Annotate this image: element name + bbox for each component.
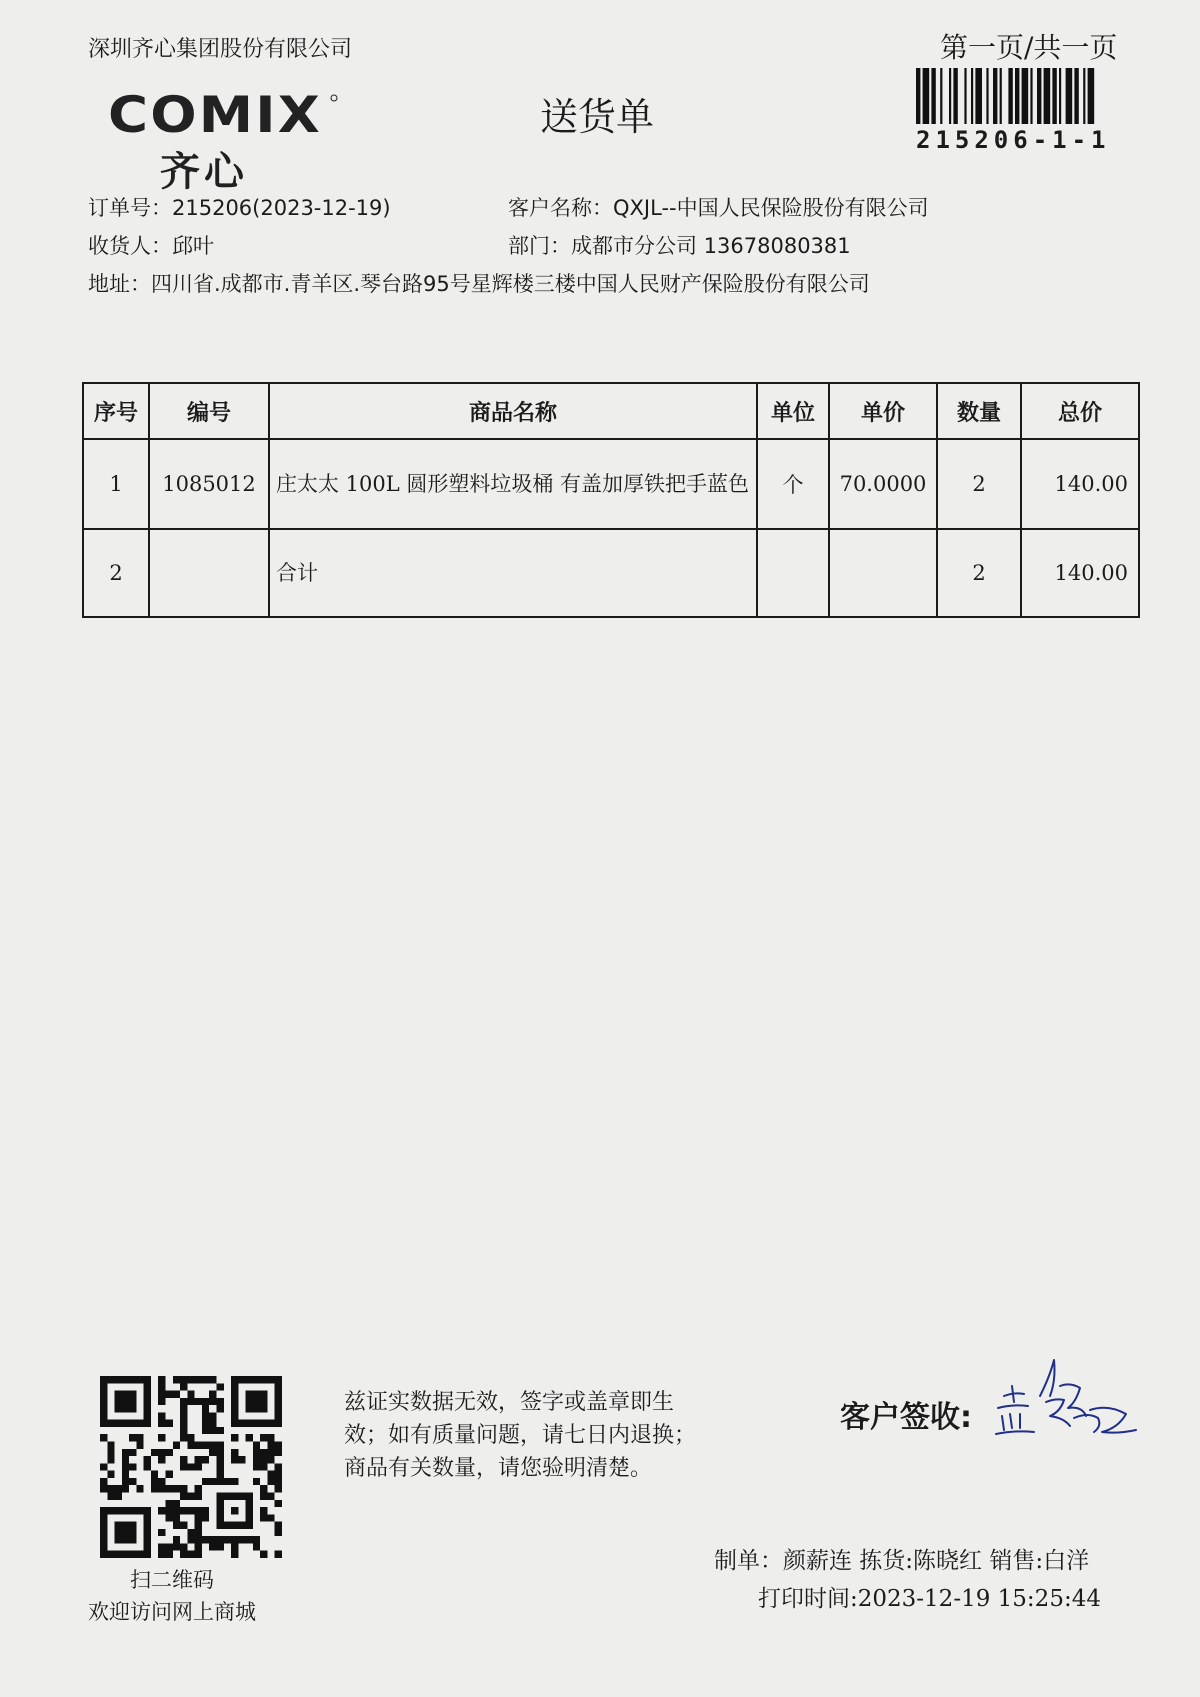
staff-info: 制单：颜薪连 拣货:陈晓红 销售:白洋 (714, 1548, 1090, 1574)
customer-sign-label: 客户签收: (840, 1400, 972, 1435)
cell-name: 合计 (269, 529, 757, 617)
table-row (83, 439, 1139, 529)
items-table (82, 382, 1140, 618)
cell-seq: 1 (83, 439, 149, 529)
col-header-price: 单价 (829, 383, 937, 439)
print-time: 打印时间:2023-12-19 15:25:44 (758, 1586, 1101, 1612)
cell-total: 140.00 (1021, 529, 1139, 617)
customer-name: 客户名称：QXJL--中国人民保险股份有限公司 (508, 196, 929, 220)
handwritten-signature (990, 1356, 1140, 1456)
cell-code: 1085012 (149, 439, 269, 529)
qr-caption-line2: 欢迎访问网上商城 (88, 1600, 256, 1624)
notice-line: 兹证实数据无效，签字或盖章即生 (344, 1390, 675, 1415)
cell-price: 70.0000 (829, 439, 937, 529)
col-header-name: 商品名称 (269, 383, 757, 439)
company-name: 深圳齐心集团股份有限公司 (88, 37, 353, 62)
col-header-seq: 序号 (83, 383, 149, 439)
cell-code (149, 529, 269, 617)
cell-qty: 2 (937, 529, 1021, 617)
col-header-total: 总价 (1021, 383, 1139, 439)
cell-unit: 个 (757, 439, 829, 529)
qr-code (100, 1376, 282, 1558)
logo-chinese: 齐心 (160, 149, 248, 195)
cell-price (829, 529, 937, 617)
notice-line: 商品有关数量，请您验明清楚。 (344, 1456, 653, 1481)
col-header-qty: 数量 (937, 383, 1021, 439)
cell-unit (757, 529, 829, 617)
qr-caption (88, 1564, 256, 1628)
qr-caption-line1: 扫二维码 (130, 1568, 214, 1592)
barcode-number: 215206-1-1 (916, 126, 1111, 154)
svg-text:COMIX: COMIX (108, 86, 322, 142)
notice-text (344, 1386, 696, 1485)
receiver: 收货人：邱叶 (88, 234, 214, 258)
comix-logo (108, 86, 340, 142)
barcode (914, 68, 1134, 124)
order-number: 订单号：215206(2023-12-19) (88, 196, 391, 220)
page-info: 第一页/共一页 (940, 31, 1118, 64)
table-row (83, 529, 1139, 617)
cell-total: 140.00 (1021, 439, 1139, 529)
cell-seq: 2 (83, 529, 149, 617)
department: 部门：成都市分公司 13678080381 (508, 234, 851, 258)
address: 地址：四川省.成都市.青羊区.琴台路95号星辉楼三楼中国人民财产保险股份有限公司 (88, 272, 870, 296)
document-title: 送货单 (540, 95, 655, 139)
col-header-unit: 单位 (757, 383, 829, 439)
col-header-code: 编号 (149, 383, 269, 439)
cell-name: 庄太太 100L 圆形塑料垃圾桶 有盖加厚铁把手蓝色 (269, 439, 757, 529)
table-header-row (83, 383, 1139, 439)
notice-line: 效；如有质量问题，请七日内退换； (344, 1423, 697, 1448)
cell-qty: 2 (937, 439, 1021, 529)
